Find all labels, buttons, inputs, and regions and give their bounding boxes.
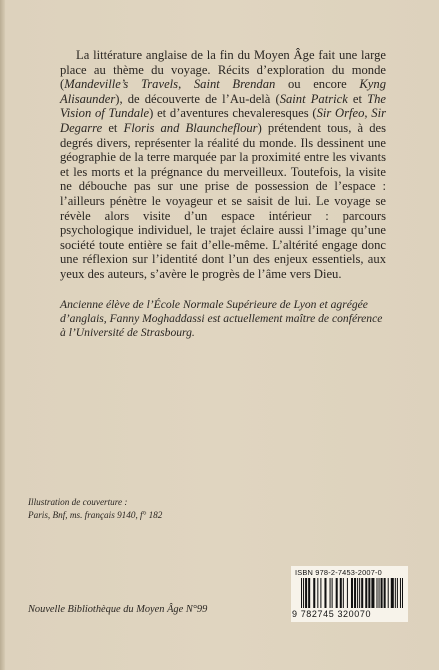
barcode-bar: [343, 578, 344, 608]
work-title: The Vision of Tundale: [60, 91, 387, 121]
barcode-bar: [402, 578, 403, 608]
work-title: Saint Patrick: [279, 91, 348, 106]
barcode-bar: [388, 578, 389, 608]
barcode-bar: [371, 578, 374, 608]
work-title: Saint Brendan: [193, 77, 276, 92]
barcode-bar: [365, 578, 367, 608]
blurb-text: ) prétendent tous, à des degrés divers, représenter la réalité du monde. Ils dessinent une géographie de la terre marquée par la proximité entre les vivants et les morts et la prégnance du merveilleux. Toutefois, la visite ne débouche pas sur une prise de possession de l’espace : l’ailleurs pénètre le voyageur et se saisit de lui. Le voyage se révèle alors visite d’un espace intérieur : parcours psychologique individuel, le trajet éclaire aussi l’image qu’une société toute entière se fait d’elle-même. L’altérité engage donc une réflexion sur l’identité dont l’un des enjeux essentiels, aux yeux des auteurs, s’avère le progrès de l’âme vers Dieu.: [60, 120, 387, 281]
barcode-bar: [305, 578, 307, 608]
blurb-text: La littérature anglaise de la fin du Moyen Âge fait une large place au thème du voyage. Récits d’exploration du monde (: [60, 48, 386, 92]
barcode-bar: [351, 578, 353, 608]
work-title: Floris and Blauncheflour: [123, 120, 258, 135]
barcode-bar: [308, 578, 310, 608]
barcode-bar: [324, 578, 326, 608]
author-bio: Ancienne élève de l’École Normale Supérieure de Lyon et agrégée d’anglais, Fanny Moghaddassi est actuellement maître de conférence à l’Université de Strasbourg.: [60, 298, 383, 339]
barcode-bar: [330, 578, 331, 608]
barcode-bar: [340, 578, 342, 608]
work-title: Mandeville’s Travels: [64, 77, 179, 92]
blurb-text: et: [347, 91, 368, 106]
barcode-bar: [397, 578, 398, 608]
barcode-bar: [400, 578, 401, 608]
work-title: Sir Degarre: [60, 106, 386, 135]
back-cover-blurb: [60, 48, 386, 282]
work-title: Sir Orfeo: [316, 106, 365, 121]
blurb-text: et: [102, 120, 124, 135]
barcode-bar: [359, 578, 360, 608]
isbn-label: ISBN 978-2-7453-2007-0: [295, 568, 382, 577]
barcode-bar: [336, 578, 338, 608]
barcode-bar: [357, 578, 358, 608]
blurb-text: ) et d’aventures chevaleresques (: [149, 106, 317, 121]
barcode-bar: [347, 578, 348, 608]
barcode-bar: [354, 578, 356, 608]
barcode-bar: [301, 578, 302, 608]
barcode-bar: [361, 578, 363, 608]
illustration-credit-source: Paris, Bnf, ms. français 9140, f° 182: [28, 509, 163, 520]
spine-edge: [0, 0, 5, 670]
work-title: Kyng Alisaunder: [60, 77, 386, 106]
barcode-bar: [368, 578, 370, 608]
blurb-text: ), de découverte de l’Au-delà (: [115, 91, 280, 106]
blurb-paragraph: [60, 48, 386, 282]
barcode-bar: [320, 578, 321, 608]
barcode-bars: [301, 578, 403, 612]
barcode-bar: [381, 578, 383, 608]
illustration-credit-title: Illustration de couverture :: [28, 497, 128, 507]
blurb-text: ,: [364, 106, 372, 121]
barcode-bar: [376, 578, 377, 608]
blurb-text: ,: [178, 77, 194, 92]
isbn-barcode: [291, 566, 408, 622]
barcode-bar: [317, 578, 318, 608]
blurb-text: ou encore: [275, 77, 360, 92]
barcode-bar: [391, 578, 394, 608]
barcode-bar: [379, 578, 380, 608]
barcode-bar: [395, 578, 396, 608]
ean-digits: 9 782745 320070: [292, 609, 372, 619]
barcode-bar: [384, 578, 386, 608]
barcode-bar: [313, 578, 315, 608]
series-title: Nouvelle Bibliothèque du Moyen Âge N°99: [28, 604, 208, 615]
barcode-bar: [332, 578, 333, 608]
cover-illustration-credit: [28, 496, 268, 521]
barcode-bar: [303, 578, 304, 608]
